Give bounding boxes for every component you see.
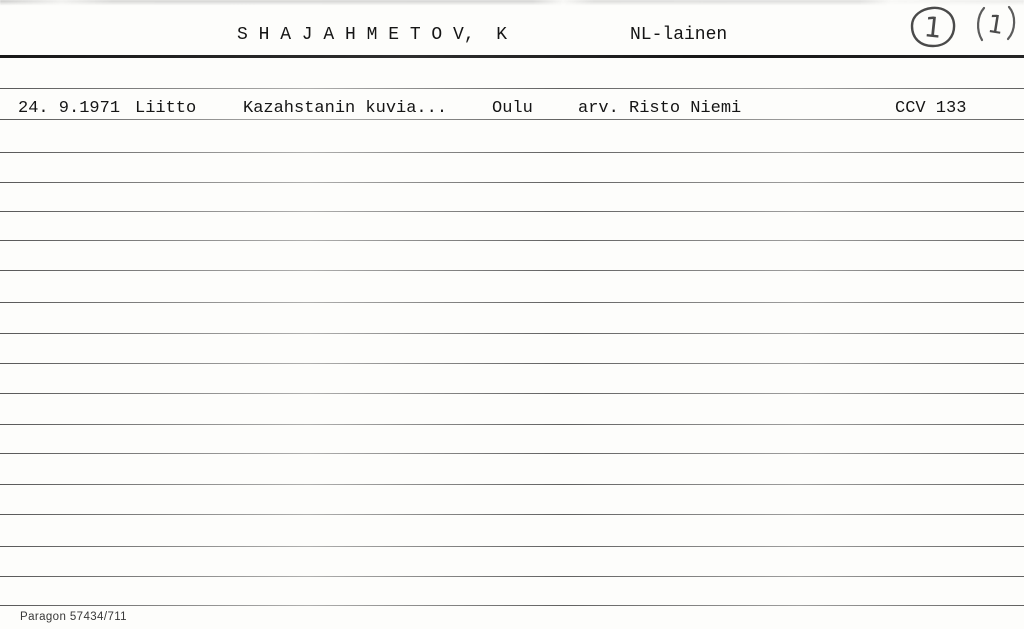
paren-number-value: 1 — [985, 8, 1006, 41]
ruled-line — [0, 546, 1024, 547]
ruled-line — [0, 514, 1024, 515]
entry-organization: Liitto — [135, 99, 197, 118]
ruled-line — [0, 240, 1024, 241]
ruled-line — [0, 576, 1024, 577]
handwritten-circled-number — [909, 6, 957, 48]
entry-place: Oulu — [492, 99, 533, 118]
handwritten-paren-number — [973, 5, 1019, 43]
entry-reviewer: arv. Risto Niemi — [578, 99, 742, 118]
entry-code: CCV 133 — [895, 99, 967, 118]
ruled-line — [0, 182, 1024, 183]
ruled-line — [0, 484, 1024, 485]
ruled-line — [0, 453, 1024, 454]
entry-date: 24. 9.1971 — [18, 99, 121, 118]
ruled-line — [0, 152, 1024, 153]
ruled-line — [0, 88, 1024, 89]
scan-top-edge-artifact — [0, 0, 1024, 6]
ruled-line — [0, 424, 1024, 425]
hand-circle-icon — [909, 6, 957, 48]
entry-title: Kazahstanin kuvia... — [243, 99, 448, 118]
ruled-line — [0, 363, 1024, 364]
entry-row — [0, 99, 1024, 120]
card-heading-name: S H A J A H M E T O V, K — [237, 25, 508, 45]
ruled-line — [0, 333, 1024, 334]
hand-paren-icon — [973, 5, 1019, 43]
ruled-line — [0, 211, 1024, 212]
ruled-line — [0, 302, 1024, 303]
ruled-line — [0, 270, 1024, 271]
card-manufacturer-imprint: Paragon 57434/711 — [20, 611, 127, 623]
ruled-line — [0, 605, 1024, 606]
card-heading-classification: NL-lainen — [630, 25, 728, 45]
ruled-line — [0, 393, 1024, 394]
header-separator-line — [0, 55, 1024, 58]
circled-number-value: 1 — [922, 10, 944, 45]
